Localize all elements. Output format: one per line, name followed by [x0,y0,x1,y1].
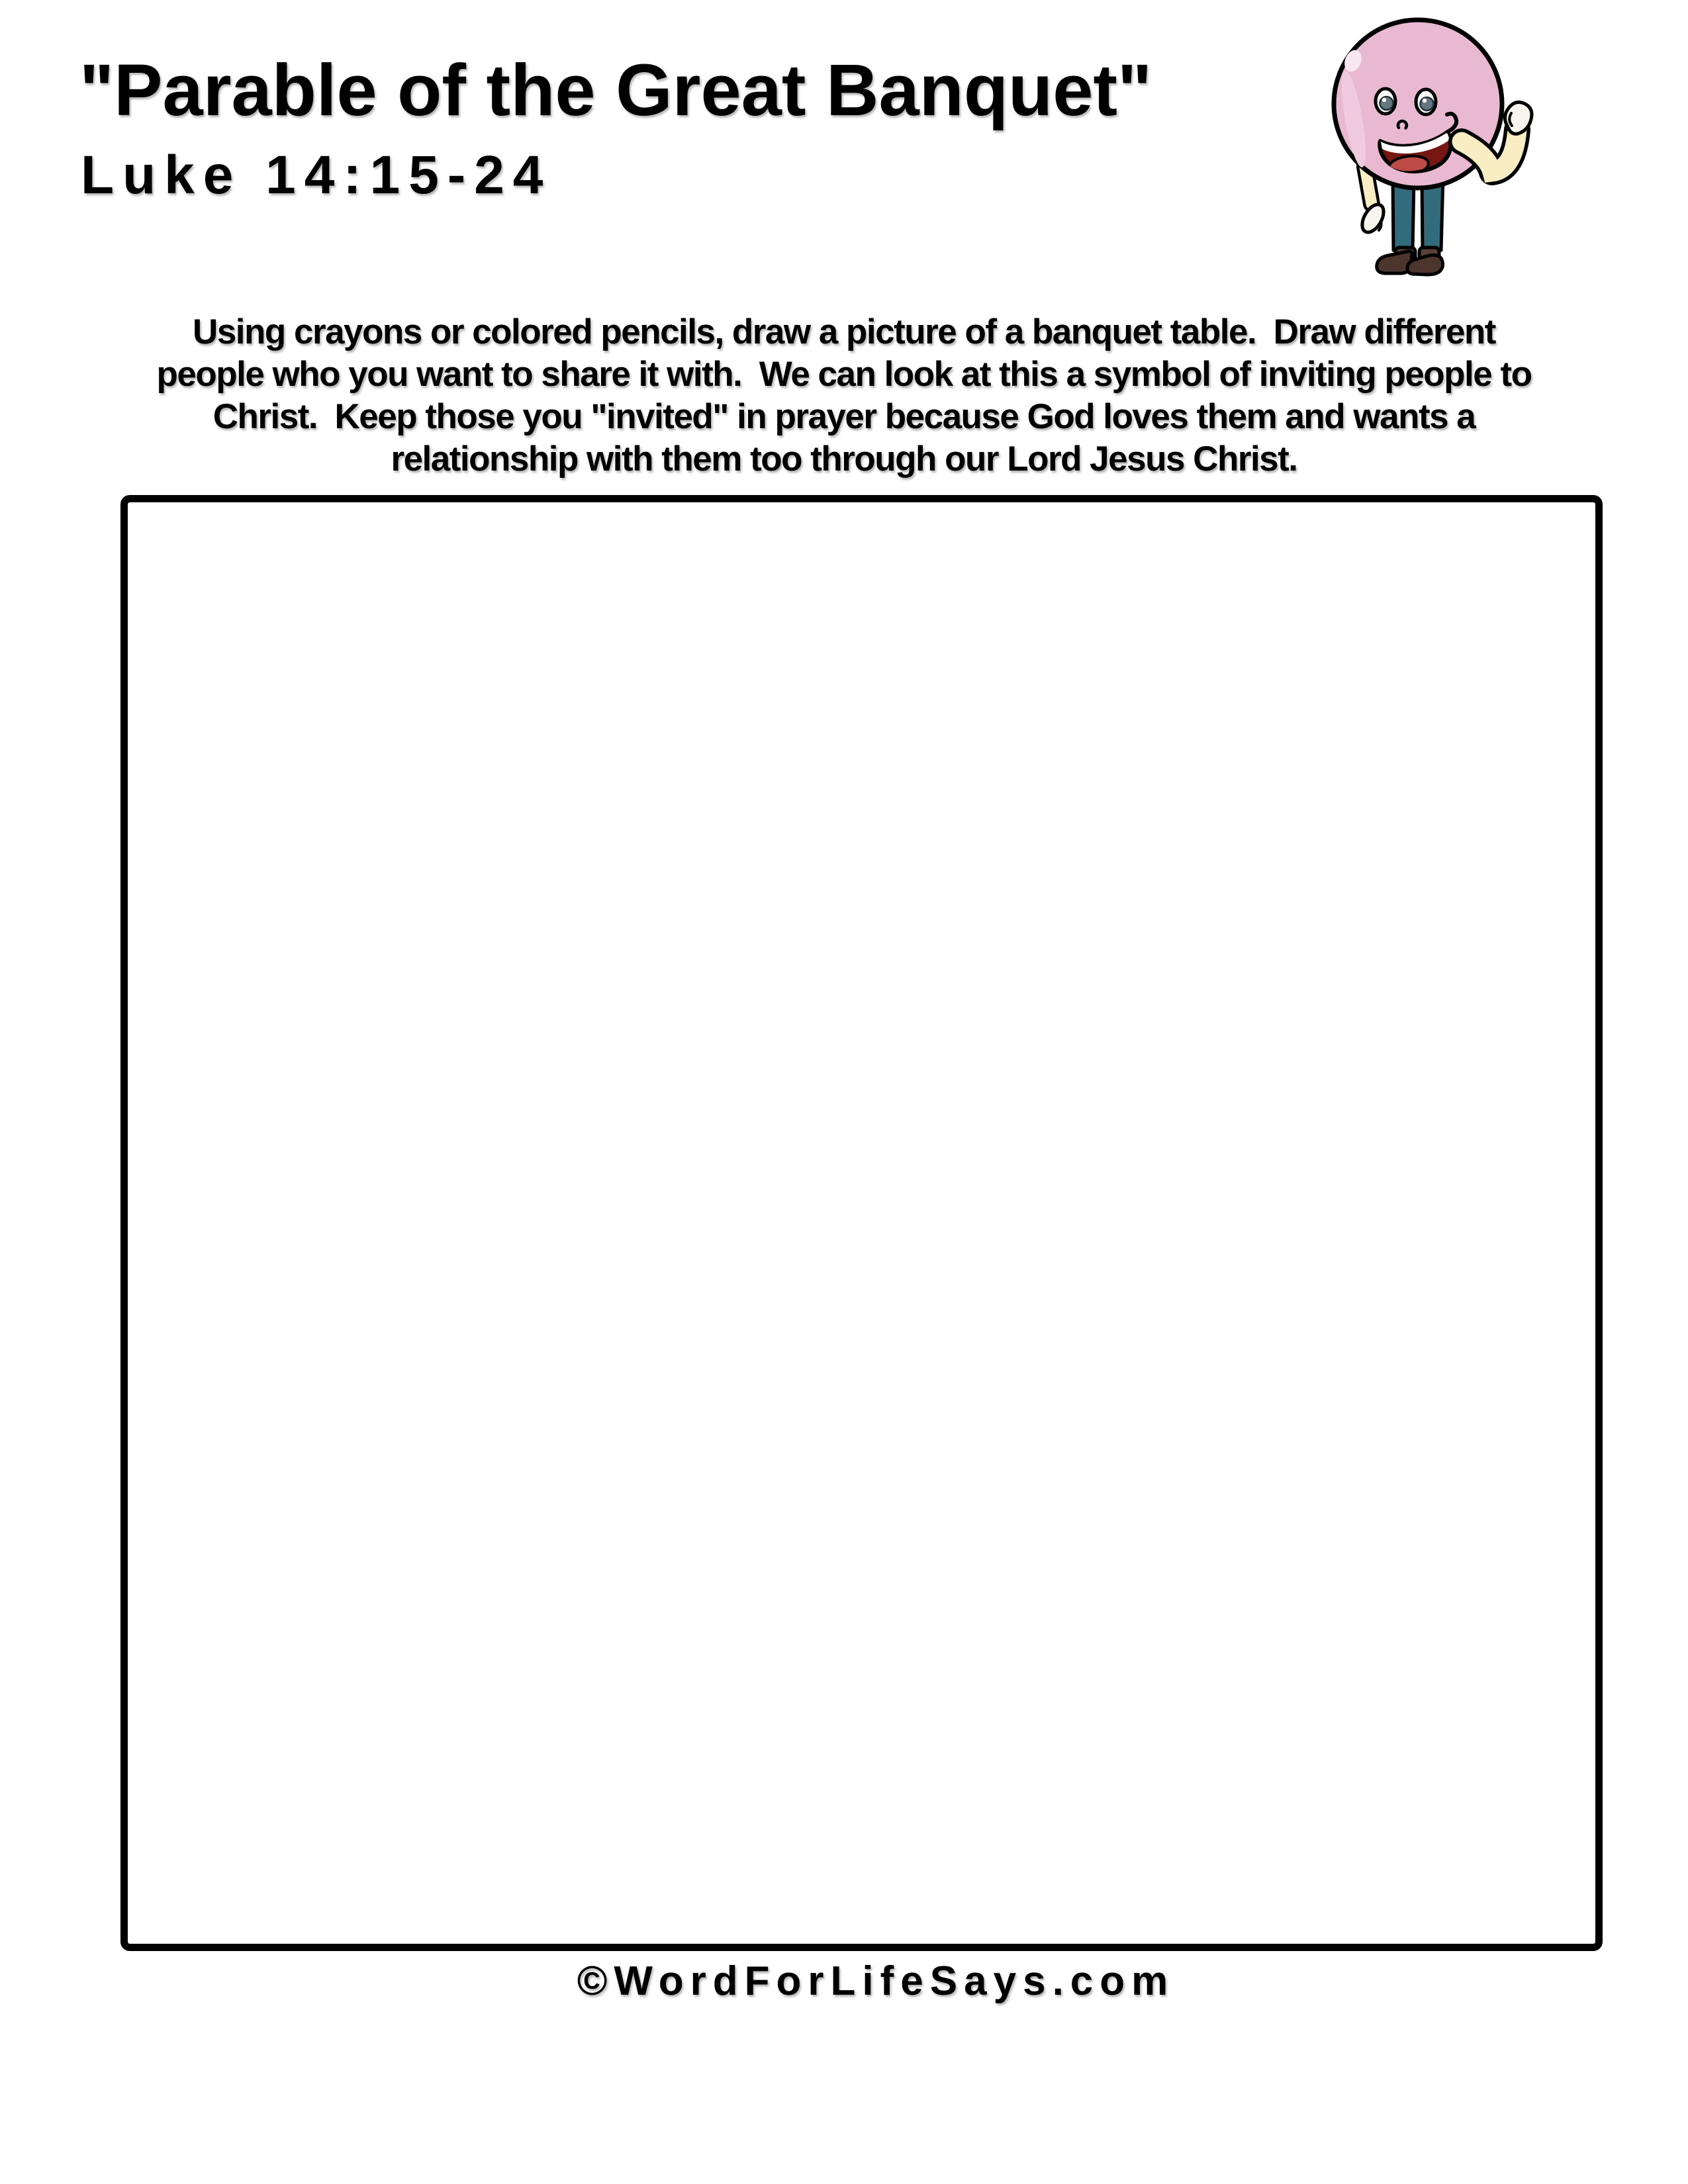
drawing-area [120,495,1603,1951]
instructions-line: people who you want to share it with. We can look at this a symbol of inviting people to [156,355,1532,394]
mascot-glint-right [1423,99,1427,103]
instructions-line: relationship with them too through our Lord Jesus Christ. [391,439,1297,478]
mascot-iris-left [1380,97,1393,110]
worksheet-title: "Parable of the Great Banquet" [79,50,1152,131]
mascot-illustration [1286,8,1537,293]
instructions-line: Christ. Keep those you "invited" in prayer because God loves them and wants a [212,397,1476,436]
mascot-glint-left [1382,98,1386,102]
instructions-line: Using crayons or colored pencils, draw a picture of a banquet table. Draw different [193,312,1495,351]
scripture-reference: Luke 14:15-24 [81,145,552,205]
instructions [0,311,1688,480]
copyright-footer: ©WordForLifeSays.com [577,1958,1175,2004]
mascot-left-hand [1358,201,1388,236]
mascot-iris-right [1421,97,1434,111]
